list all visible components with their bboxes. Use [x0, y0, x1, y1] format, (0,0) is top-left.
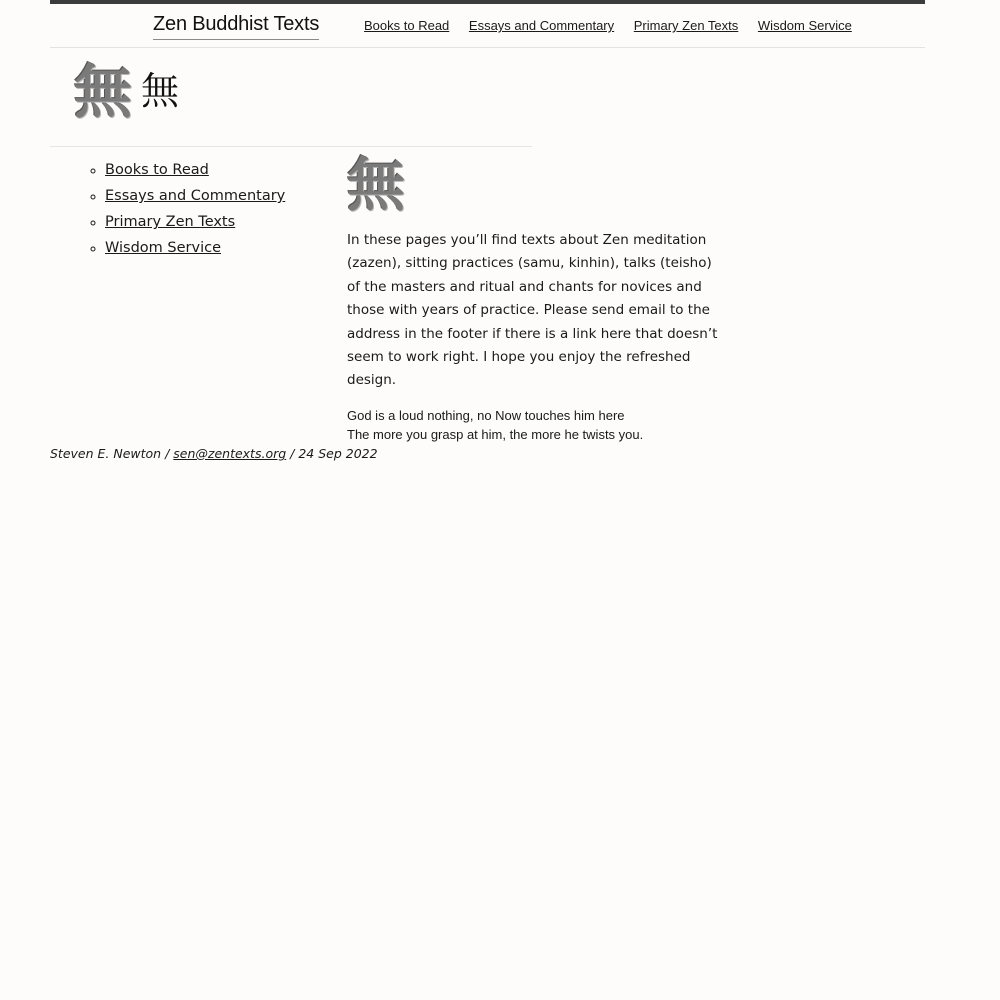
sidebar-link-books-to-read[interactable]: Books to Read: [105, 162, 209, 178]
mu-calligraphy-logo: 無: [74, 58, 133, 126]
quote-block: [347, 406, 727, 444]
site-header: [50, 4, 925, 48]
site-title-link[interactable]: Zen Buddhist Texts: [153, 13, 319, 40]
top-navigation: [364, 18, 868, 33]
sidebar-link-primary-zen-texts[interactable]: Primary Zen Texts: [105, 214, 236, 230]
footer-separator: /: [161, 446, 174, 461]
footer-email-link[interactable]: sen@zentexts.org: [173, 446, 287, 461]
main-content: [347, 151, 727, 444]
sidebar-navigation: [60, 158, 285, 262]
mu-calligraphy-image: 無: [347, 151, 406, 219]
nav-link-essays-and-commentary[interactable]: Essays and Commentary: [468, 18, 615, 33]
intro-paragraph: In these pages you’ll find texts about Zen meditation (zazen), sitting practices (samu, kinhin), talks (teisho) of the masters and ritual and chants for novices and those with years of practice. Please send email to the address in the footer if there is a link here that doesn’t seem to work right. I hope you enjoy the refreshed design.: [347, 232, 718, 389]
header-divider: [50, 146, 532, 147]
sidebar-link-wisdom-service[interactable]: Wisdom Service: [105, 240, 221, 256]
page-footer: [50, 446, 378, 461]
footer-separator: /: [286, 446, 299, 461]
footer-date: 24 Sep 2022: [298, 446, 378, 461]
nav-link-primary-zen-texts[interactable]: Primary Zen Texts: [633, 18, 739, 33]
sidebar-item-wisdom-service: [105, 236, 285, 262]
footer-author: Steven E. Newton: [50, 446, 162, 461]
mu-character-logo: 無: [141, 69, 180, 113]
sidebar-item-primary-zen-texts: [105, 210, 285, 236]
nav-link-wisdom-service[interactable]: Wisdom Service: [757, 18, 852, 33]
sidebar-item-books-to-read: [105, 158, 285, 184]
sidebar-item-essays-and-commentary: [105, 184, 285, 210]
nav-link-books-to-read[interactable]: Books to Read: [364, 18, 450, 33]
quote-line-1: God is a loud nothing, no Now touches him here: [347, 407, 625, 423]
sidebar-link-essays-and-commentary[interactable]: Essays and Commentary: [105, 188, 286, 204]
quote-line-2: The more you grasp at him, the more he twists you.: [347, 426, 644, 442]
